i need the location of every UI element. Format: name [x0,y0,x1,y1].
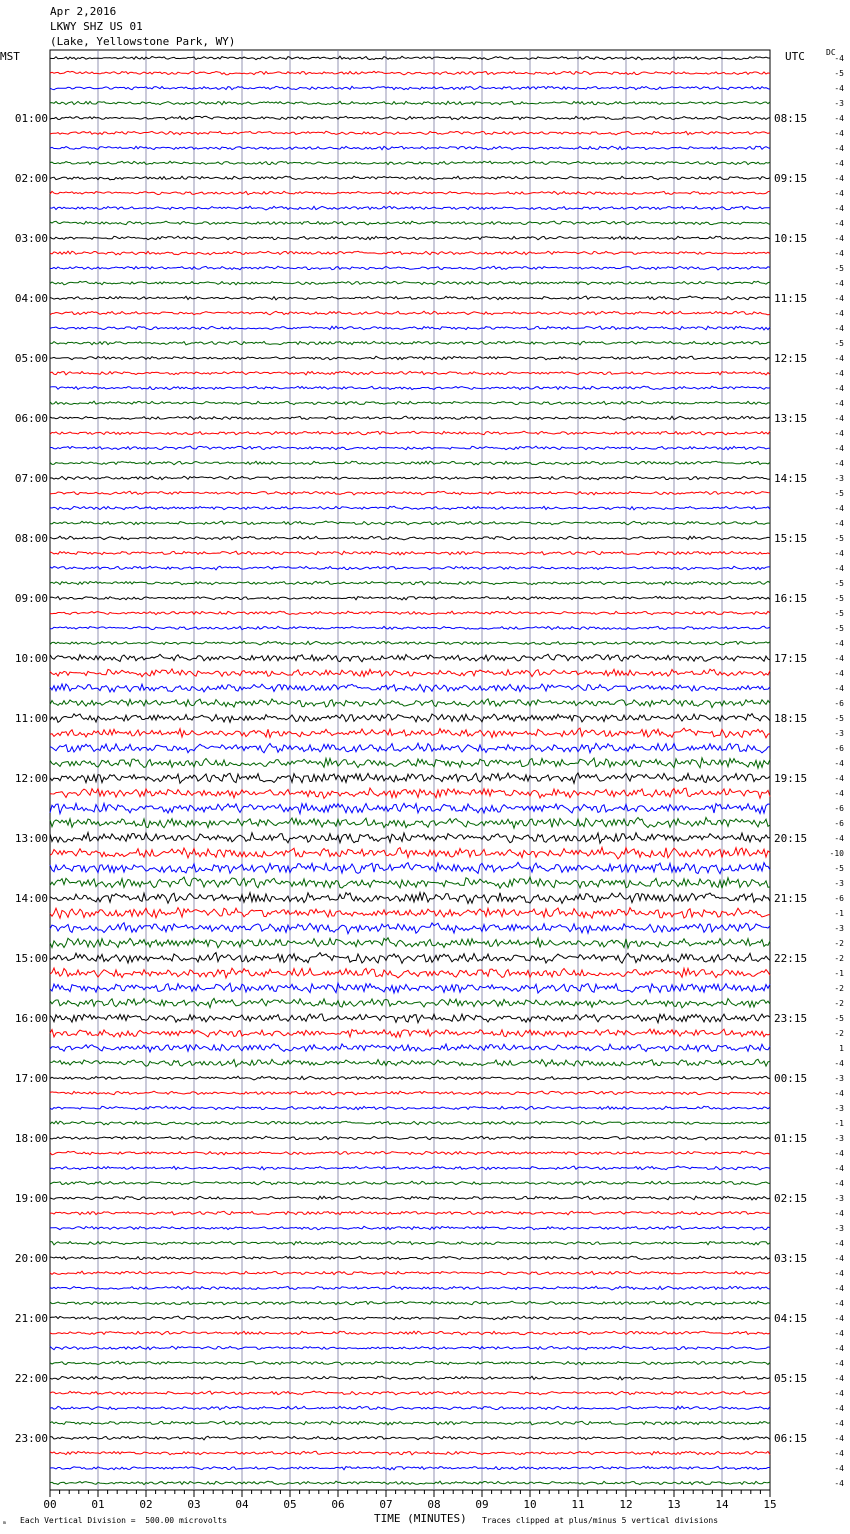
seismic-trace [50,1181,770,1185]
left-timezone-label: MST [0,50,20,63]
x-tick-label: 09 [475,1498,489,1511]
dc-offset-label: -4 [834,294,844,303]
right-hour-label: 13:15 [774,412,808,425]
seismic-trace [50,581,770,585]
dc-offset-label: -4 [834,1299,844,1308]
right-hour-label: 22:15 [774,952,808,965]
dc-offset-label: -4 [834,174,844,183]
dc-offset-label: -4 [834,219,844,228]
x-tick-label: 08 [427,1498,441,1511]
seismic-trace [50,131,770,135]
dc-offset-label: -1 [834,909,844,918]
seismic-trace [50,1226,770,1230]
dc-offset-label: -3 [834,474,844,483]
seismic-trace [50,476,770,480]
right-hour-label: 16:15 [774,592,808,605]
seismic-trace [50,611,770,615]
seismic-trace [50,923,770,934]
dc-offset-label: -4 [834,1374,844,1383]
dc-offset-label: -4 [834,429,844,438]
seismic-trace [50,371,770,375]
dc-offset-label: -4 [834,144,844,153]
seismic-trace [50,551,770,555]
dc-offset-label: -5 [834,264,844,273]
dc-offset-label: -2 [834,984,844,993]
clip-note: Traces clipped at plus/minus 5 vertical divisions [482,1516,719,1525]
dc-offset-label: -4 [834,84,844,93]
plot-date: Apr 2,2016 [50,5,117,18]
right-hour-label: 18:15 [774,712,808,725]
right-hour-label: 23:15 [774,1012,808,1025]
seismic-trace [50,266,770,270]
seismic-trace [50,714,770,723]
dc-offset-label: -3 [834,729,844,738]
left-hour-label: 03:00 [14,232,48,245]
seismic-trace [50,101,770,105]
dc-offset-label: -4 [834,249,844,258]
seismic-trace [50,536,770,540]
right-timezone-label: UTC [785,50,805,63]
x-tick-label: 07 [379,1498,393,1511]
dc-offset-label: -4 [834,684,844,693]
dc-offset-label: -4 [834,204,844,213]
seismic-trace [50,1196,770,1200]
seismic-trace [50,1436,770,1440]
right-hour-label: 12:15 [774,352,808,365]
left-hour-label: 22:00 [14,1372,48,1385]
left-hour-label: 02:00 [14,172,48,185]
dc-offset-label: -4 [834,459,844,468]
dc-offset-label: -4 [834,1449,844,1458]
right-hour-label: 04:15 [774,1312,808,1325]
dc-offset-label: -4 [834,654,844,663]
right-hour-label: 06:15 [774,1432,808,1445]
seismic-trace [50,206,770,210]
dc-offset-label: -6 [834,819,844,828]
seismic-trace [50,1106,770,1110]
seismic-trace [50,1211,770,1215]
dc-offset-label: -4 [834,1179,844,1188]
seismic-trace [50,1121,770,1125]
left-hour-label: 19:00 [14,1192,48,1205]
dc-offset-label: -4 [834,1059,844,1068]
seismic-trace [50,461,770,465]
left-hour-label: 12:00 [14,772,48,785]
seismic-trace [50,71,770,75]
x-tick-label: 12 [619,1498,633,1511]
dc-offset-label: -4 [834,1209,844,1218]
seismic-trace [50,862,770,873]
dc-offset-label: -4 [834,1284,844,1293]
seismic-trace [50,833,770,844]
right-hour-label: 11:15 [774,292,808,305]
seismic-trace [50,1241,770,1245]
x-tick-label: 11 [571,1498,585,1511]
seismic-trace [50,401,770,405]
dc-offset-label: -4 [834,669,844,678]
seismic-trace [50,1466,770,1470]
x-tick-label: 01 [91,1498,105,1511]
x-tick-label: 02 [139,1498,153,1511]
seismic-trace [50,983,770,993]
scale-note: Each Vertical Division = 500.00 microvolts [20,1516,228,1525]
dc-offset-label: -6 [834,744,844,753]
seismic-trace [50,281,770,285]
left-hour-label: 20:00 [14,1252,48,1265]
dc-offset-label: -4 [834,1464,844,1473]
dc-offset-label: -2 [834,999,844,1008]
seismic-trace [50,1376,770,1380]
x-tick-label: 10 [523,1498,537,1511]
seismic-trace [50,1346,770,1350]
seismic-trace [50,1029,770,1037]
right-hour-label: 15:15 [774,532,808,545]
dc-offset-label: -3 [834,1194,844,1203]
seismic-trace [50,1451,770,1455]
left-hour-label: 11:00 [14,712,48,725]
dc-offset-label: -4 [834,1434,844,1443]
x-tick-label: 03 [187,1498,201,1511]
x-tick-label: 13 [667,1498,681,1511]
seismic-trace [50,56,770,60]
x-tick-label: 06 [331,1498,345,1511]
seismic-trace [50,221,770,225]
dc-offset-label: -6 [834,699,844,708]
left-hour-label: 05:00 [14,352,48,365]
seismic-trace [50,1151,770,1155]
seismic-trace [50,341,770,345]
seismic-trace [50,1331,770,1335]
dc-offset-label: -4 [834,1404,844,1413]
left-hour-label: 09:00 [14,592,48,605]
seismic-trace [50,506,770,510]
right-hour-label: 05:15 [774,1372,808,1385]
right-hour-label: 09:15 [774,172,808,185]
dc-offset-label: -4 [834,1359,844,1368]
dc-offset-label: -4 [834,279,844,288]
minute-gridlines [98,50,722,1490]
seismic-trace [50,1136,770,1140]
dc-offset-label: -4 [834,1164,844,1173]
dc-offset-label: -4 [834,309,844,318]
time-axis [43,1490,776,1511]
seismic-trace [50,311,770,315]
seismic-trace [50,1316,770,1320]
dc-offset-label: -4 [834,384,844,393]
dc-offset-label: -3 [834,924,844,933]
dc-offset-label: -4 [834,549,844,558]
dc-header-label: DC [826,48,836,57]
x-tick-label: 00 [43,1498,57,1511]
left-hour-label: 14:00 [14,892,48,905]
dc-offset-label: -5 [834,69,844,78]
dc-offset-label: -4 [834,1314,844,1323]
seismic-trace [50,818,770,829]
dc-offset-label: -5 [834,609,844,618]
dc-offset-label: -4 [834,789,844,798]
seismic-trace [50,1091,770,1095]
dc-offset-label: -1 [834,969,844,978]
seismic-trace [50,191,770,195]
x-tick-label: 04 [235,1498,249,1511]
dc-offset-label: -5 [834,489,844,498]
seismic-trace [50,626,770,630]
left-hour-label: 17:00 [14,1072,48,1085]
dc-offset-label: -6 [834,804,844,813]
seismic-trace [50,1166,770,1170]
dc-offset-label: -2 [834,954,844,963]
right-hour-label: 03:15 [774,1252,808,1265]
dc-offset-label: -4 [834,129,844,138]
left-hour-label: 01:00 [14,112,48,125]
dc-offset-label: -3 [834,1074,844,1083]
seismic-trace [50,1481,770,1485]
seismic-trace [50,1406,770,1410]
dc-offset-label: -3 [834,1134,844,1143]
dc-offset-label: -4 [834,114,844,123]
dc-offset-label: -4 [834,444,844,453]
right-hour-label: 08:15 [774,112,808,125]
seismic-trace [50,446,770,450]
left-hour-label: 06:00 [14,412,48,425]
right-hour-label: 17:15 [774,652,808,665]
seismic-trace [50,877,770,888]
dc-offset-label: -5 [834,624,844,633]
right-hour-label: 20:15 [774,832,808,845]
dc-offset-label: -4 [834,639,844,648]
seismic-trace [50,893,770,904]
dc-offset-label: -4 [834,324,844,333]
dc-offset-label: -4 [834,399,844,408]
dc-offset-label: -4 [834,369,844,378]
dc-offset-label: -4 [834,1479,844,1488]
right-hour-label: 00:15 [774,1072,808,1085]
corner-mark: ₘ [2,1517,7,1526]
dc-offset-label: -5 [834,579,844,588]
seismic-trace [50,176,770,180]
dc-offset-label: 1 [839,1044,844,1053]
dc-offset-label: -4 [834,834,844,843]
dc-offset-label: -4 [834,1419,844,1428]
dc-offset-label: -4 [834,1389,844,1398]
seismic-trace [50,684,770,692]
dc-offset-label: -4 [834,759,844,768]
seismic-trace [50,251,770,255]
left-hour-label: 04:00 [14,292,48,305]
dc-offset-label: -2 [834,939,844,948]
dc-offset-label: -4 [834,1254,844,1263]
seismic-trace [50,1059,770,1066]
seismic-trace [50,641,770,645]
hour-labels [15,112,807,1445]
seismic-trace [50,998,770,1007]
seismic-trace [50,1076,770,1080]
right-hour-label: 21:15 [774,892,808,905]
left-hour-label: 23:00 [14,1432,48,1445]
left-hour-label: 16:00 [14,1012,48,1025]
dc-offset-label: -4 [834,519,844,528]
dc-offset-label: -5 [834,594,844,603]
station-name: LKWY SHZ US 01 [50,20,143,33]
dc-offset-label: -10 [829,849,844,858]
seismic-trace [50,431,770,435]
seismic-trace [50,968,770,978]
seismic-trace [50,1014,770,1023]
dc-offset-label: -4 [834,414,844,423]
dc-offset-label: -4 [834,354,844,363]
seismic-trace [50,728,770,738]
station-location: (Lake, Yellowstone Park, WY) [50,35,236,48]
dc-offset-label: -5 [834,534,844,543]
seismic-trace [50,161,770,164]
left-hour-label: 18:00 [14,1132,48,1145]
seismic-trace [50,296,770,300]
seismic-trace [50,743,770,753]
dc-offset-label: -4 [834,774,844,783]
dc-offset-label: -4 [834,1089,844,1098]
x-axis-title: TIME (MINUTES) [374,1512,467,1525]
dc-offset-label: -6 [834,894,844,903]
dc-offset-labels [830,54,845,1488]
seismic-trace [50,654,770,662]
dc-offset-label: -4 [834,1269,844,1278]
seismic-trace [50,1286,770,1290]
dc-offset-label: -3 [834,879,844,888]
seismic-trace [50,326,770,330]
dc-offset-label: -3 [834,1224,844,1233]
right-hour-label: 14:15 [774,472,808,485]
right-hour-label: 10:15 [774,232,808,245]
dc-offset-label: -4 [834,189,844,198]
x-tick-label: 05 [283,1498,297,1511]
seismic-trace [50,803,770,813]
seismic-trace [50,758,770,768]
seismic-trace [50,669,770,677]
seismic-trace [50,566,770,570]
right-hour-label: 19:15 [774,772,808,785]
seismic-trace [50,1044,770,1052]
left-hour-label: 15:00 [14,952,48,965]
dc-offset-label: -3 [834,1104,844,1113]
right-hour-label: 02:15 [774,1192,808,1205]
left-hour-label: 08:00 [14,532,48,545]
seismic-trace [50,938,770,948]
dc-offset-label: -5 [834,339,844,348]
seismic-trace [50,491,770,495]
seismic-trace [50,146,770,150]
seismic-trace [50,908,770,919]
seismic-trace [50,116,770,119]
seismic-trace [50,416,770,420]
dc-offset-label: -4 [834,1149,844,1158]
left-hour-label: 07:00 [14,472,48,485]
dc-offset-label: -5 [834,864,844,873]
dc-offset-label: -4 [834,1329,844,1338]
trace-group [50,56,770,1485]
seismic-trace [50,773,770,783]
seismic-trace [50,236,770,240]
seismic-trace [50,356,770,360]
seismic-trace [50,596,770,600]
left-hour-label: 13:00 [14,832,48,845]
seismic-trace [50,788,770,798]
dc-offset-label: -4 [834,504,844,513]
dc-offset-label: -1 [834,1119,844,1128]
x-tick-label: 15 [763,1498,777,1511]
seismic-trace [50,1271,770,1275]
seismic-trace [50,699,770,708]
seismic-trace [50,1391,770,1395]
dc-offset-label: -2 [834,1029,844,1038]
seismic-trace [50,386,770,390]
seismic-trace [50,847,770,859]
left-hour-label: 21:00 [14,1312,48,1325]
plot-frame [50,50,770,1490]
right-hour-label: 01:15 [774,1132,808,1145]
seismic-trace [50,953,770,964]
seismic-trace [50,521,770,525]
dc-offset-label: -4 [834,159,844,168]
dc-offset-label: -4 [834,1344,844,1353]
seismic-trace [50,1421,770,1425]
x-tick-label: 14 [715,1498,729,1511]
seismic-trace [50,1361,770,1365]
dc-offset-label: -4 [834,564,844,573]
dc-offset-label: -5 [834,1014,844,1023]
seismic-trace [50,1301,770,1305]
dc-offset-label: -4 [834,1239,844,1248]
seismic-trace [50,1256,770,1260]
dc-offset-label: -5 [834,714,844,723]
dc-offset-label: -3 [834,99,844,108]
dc-offset-label: -4 [834,234,844,243]
seismic-trace [50,86,770,89]
left-hour-label: 10:00 [14,652,48,665]
dc-offset-label: -4 [834,54,844,63]
